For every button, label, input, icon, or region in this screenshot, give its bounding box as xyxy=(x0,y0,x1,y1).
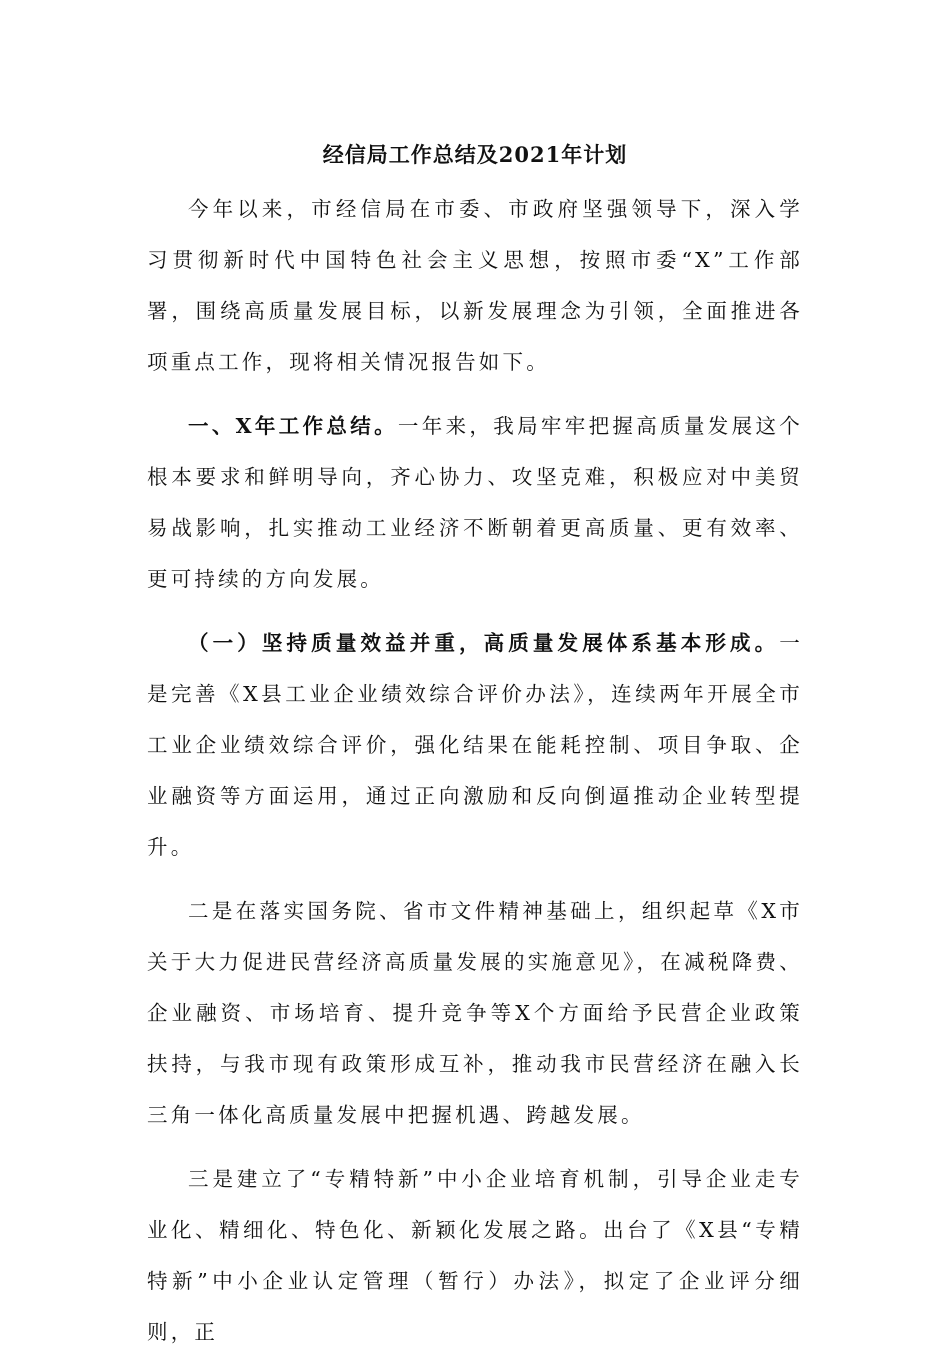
document-title: 经信局工作总结及2021年计划 xyxy=(322,142,628,167)
paragraph-intro xyxy=(147,184,803,388)
paragraph-section-one xyxy=(147,401,803,605)
paragraph-point-two xyxy=(147,886,803,1141)
paragraph-text: 二是在落实国务院、省市文件精神基础上，组织起草《X市关于大力促进民营经济高质量发展的实施意见》，在减税降费、企业融资、市场培育、提升竞争等X个方面给予民营企业政策扶持，与我市现有政策形成互补，推动我市民营经济在融入长三角一体化高质量发展中把握机遇、跨越发展。 xyxy=(147,899,803,1127)
section-heading: 一、X年工作总结。 xyxy=(188,414,398,438)
paragraph-text: 一是完善《X县工业企业绩效综合评价办法》，连续两年开展全市工业企业绩效综合评价，强化结果在能耗控制、项目争取、企业融资等方面运用，通过正向激励和反向倒逼推动企业转型提升。 xyxy=(147,631,803,859)
paragraph-subsection-one xyxy=(147,618,803,873)
paragraph-point-three xyxy=(147,1154,803,1358)
paragraph-text: 一年来，我局牢牢把握高质量发展这个根本要求和鲜明导向，齐心协力、攻坚克难，积极应对中美贸易战影响，扎实推动工业经济不断朝着更高质量、更有效率、更可持续的方向发展。 xyxy=(147,414,803,591)
paragraph-text: 三是建立了“专精特新”中小企业培育机制，引导企业走专业化、精细化、特色化、新颖化发展之路。出台了《X县“专精特新”中小企业认定管理（暂行）办法》，拟定了企业评分细则，正 xyxy=(147,1167,803,1344)
subsection-heading: （一）坚持质量效益并重，高质量发展体系基本形成。 xyxy=(188,631,780,655)
paragraph-text: 今年以来，市经信局在市委、市政府坚强领导下，深入学习贯彻新时代中国特色社会主义思想，按照市委“X”工作部署，围绕高质量发展目标，以新发展理念为引领，全面推进各项重点工作，现将相关情况报告如下。 xyxy=(147,197,803,374)
